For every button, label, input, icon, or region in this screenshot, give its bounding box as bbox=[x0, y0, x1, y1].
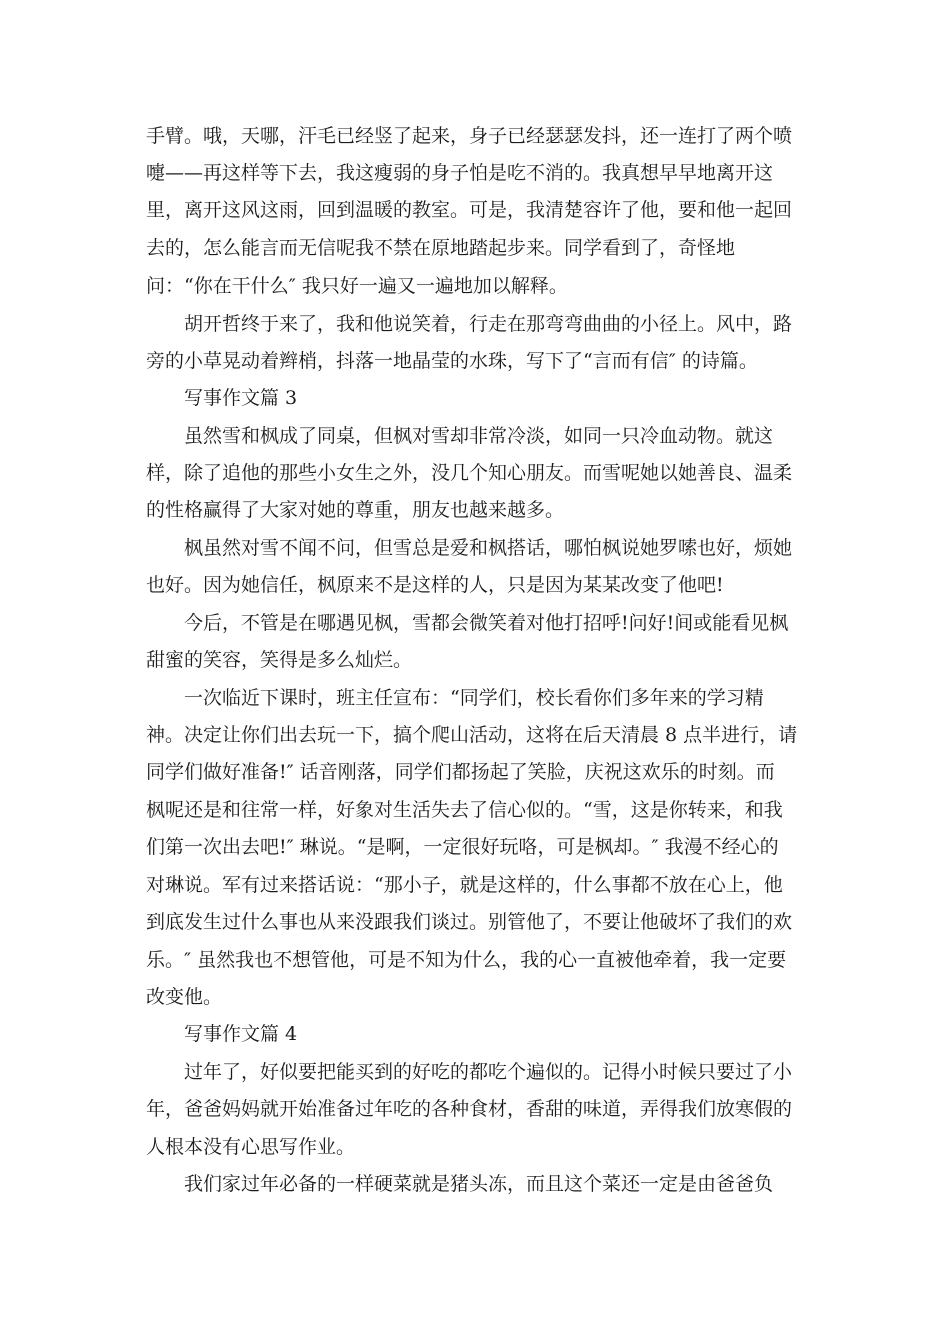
paragraph-line: 枫虽然对雪不闻不问，但雪总是爱和枫搭话，哪怕枫说她罗嗦也好，烦她 bbox=[184, 537, 793, 559]
paragraph-line: 我们家过年必备的一样硬菜就是猪头冻，而且这个菜还一定是由爸爸负 bbox=[184, 1173, 774, 1195]
paragraph-line: 一次临近下课时，班主任宣布：“同学们，校长看你们多年来的学习精 bbox=[184, 687, 764, 709]
paragraph-line: 去的，怎么能言而无信呢我不禁在原地踏起步来。同学看到了，奇怪地 bbox=[146, 237, 736, 259]
paragraph-line: 神。决定让你们出去玩一下，搞个爬山活动，这将在后天清晨 8 点半进行，请 bbox=[146, 724, 798, 746]
paragraph-line: 也好。因为她信任，枫原来不是这样的人，只是因为某某改变了他吧! bbox=[146, 574, 724, 596]
paragraph-line: 乐。″ 虽然我也不想管他，可是不知为什么，我的心一直被他牵着，我一定要 bbox=[146, 949, 787, 971]
section-heading: 写事作文篇 4 bbox=[184, 1023, 298, 1045]
paragraph-line: 年，爸爸妈妈就开始准备过年吃的各种食材，香甜的味道，弄得我们放寒假的 bbox=[146, 1098, 793, 1120]
paragraph-line: 今后，不管是在哪遇见枫，雪都会微笑着对他打招呼!问好!间或能看见枫 bbox=[184, 612, 789, 634]
paragraph-line: 的性格赢得了大家对她的尊重，朋友也越来越多。 bbox=[146, 499, 565, 521]
paragraph-line: 过年了，好似要把能买到的好吃的都吃个遍似的。记得小时候只要过了小 bbox=[184, 1061, 793, 1083]
paragraph-line: 甜蜜的笑容，笑得是多么灿烂。 bbox=[146, 649, 413, 671]
paragraph-line: 们第一次出去吧!″ 琳说。“是啊，一定很好玩咯，可是枫却。″ 我漫不经心的 bbox=[146, 836, 779, 858]
paragraph-line: 旁的小草晃动着辫梢，抖落一地晶莹的水珠，写下了“言而有信″ 的诗篇。 bbox=[146, 350, 758, 372]
paragraph-line: 胡开哲终于来了，我和他说笑着，行走在那弯弯曲曲的小径上。风中，路 bbox=[184, 313, 793, 335]
paragraph-line: 同学们做好准备!″ 话音刚落，同学们都扬起了笑脸，庆祝这欢乐的时刻。而 bbox=[146, 761, 775, 783]
paragraph-line: 到底发生过什么事也从来没跟我们谈过。别管他了，不要让他破坏了我们的欢 bbox=[146, 911, 793, 933]
paragraph-line: 里，离开这风这雨，回到温暖的教室。可是，我清楚容许了他，要和他一起回 bbox=[146, 199, 793, 221]
paragraph-line: 样，除了追他的那些小女生之外，没几个知心朋友。而雪呢她以她善良、温柔 bbox=[146, 462, 793, 484]
paragraph-line: 枫呢还是和往常一样，好象对生活失去了信心似的。“雪，这是你转来，和我 bbox=[146, 799, 783, 821]
paragraph-line: 虽然雪和枫成了同桌，但枫对雪却非常冷淡，如同一只冷血动物。就这 bbox=[184, 425, 774, 447]
paragraph-line: 人根本没有心思写作业。 bbox=[146, 1136, 356, 1158]
section-heading: 写事作文篇 3 bbox=[184, 387, 298, 409]
paragraph-line: 对琳说。军有过来搭话说：“那小子，就是这样的，什么事都不放在心上，他 bbox=[146, 874, 783, 896]
paragraph-line: 问：“你在干什么″ 我只好一遍又一遍地加以解释。 bbox=[146, 275, 568, 297]
paragraph-line: 手臂。哦，天哪，汗毛已经竖了起来，身子已经瑟瑟发抖，还一连打了两个喷 bbox=[146, 125, 793, 147]
paragraph-line: 嚏——再这样等下去，我这瘦弱的身子怕是吃不消的。我真想早早地离开这 bbox=[146, 162, 774, 184]
paragraph-line: 改变他。 bbox=[146, 986, 223, 1008]
